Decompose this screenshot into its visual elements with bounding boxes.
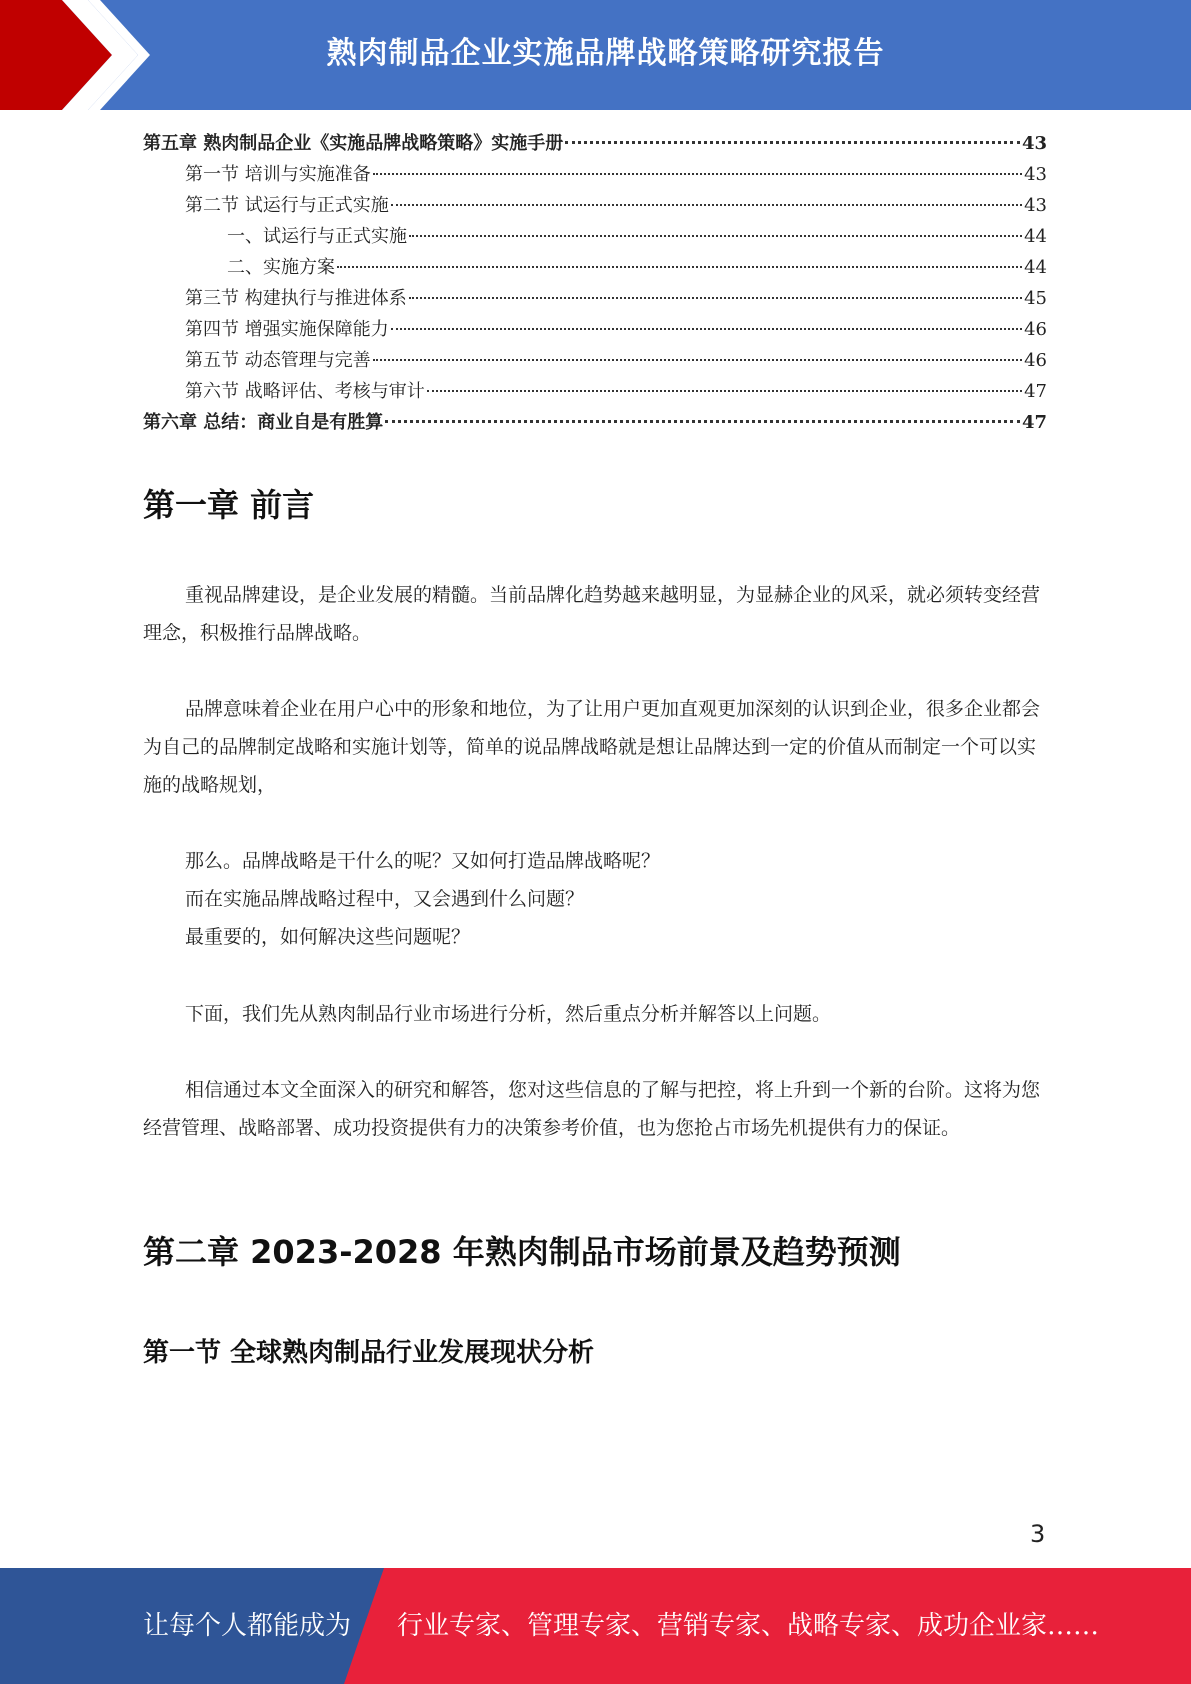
toc-entry-text: 二、实施方案 <box>227 257 335 278</box>
page-footer <box>0 1568 1191 1684</box>
toc-entry-page: 43 <box>1024 195 1047 216</box>
section-heading: 第一节 全球熟肉制品行业发展现状分析 <box>143 1338 595 1368</box>
chapter1-paragraph-1: 重视品牌建设，是企业发展的精髓。当前品牌化趋势越来越明显，为显赫企业的风采，就必须转变经营理念，积极推行品牌战略。 <box>143 584 1041 644</box>
toc-entry-page: 46 <box>1024 350 1047 371</box>
chapter1-paragraph-2: 品牌意味着企业在用户心中的形象和地位，为了让用户更加直观更加深刻的认识到企业，很多企业都会为自己的品牌制定战略和实施计划等，简单的说品牌战略就是想让品牌达到一定的价值从而制定一个可以实施的战略规划， <box>143 698 1041 796</box>
toc-leader-dots <box>391 328 1022 330</box>
toc-leader-dots <box>373 173 1022 175</box>
toc-leader-dots <box>373 359 1022 361</box>
question-list <box>185 842 660 956</box>
toc-entry[interactable] <box>143 345 1047 376</box>
toc-entry[interactable] <box>143 314 1047 345</box>
toc-leader-dots <box>391 204 1022 206</box>
toc-entry-page: 44 <box>1024 226 1047 247</box>
report-title: 熟肉制品企业实施品牌战略策略研究报告 <box>326 36 885 71</box>
footer-slogan-left: 让每个人都能成为 <box>143 1611 352 1641</box>
toc-entry[interactable] <box>143 221 1047 252</box>
toc-entry-page: 47 <box>1021 412 1047 433</box>
page-number: 3 <box>1030 1520 1046 1548</box>
toc-entry-page: 45 <box>1024 288 1047 309</box>
toc-entry[interactable] <box>143 252 1047 283</box>
toc-entry[interactable] <box>143 283 1047 314</box>
toc-entry-text: 第六节 战略评估、考核与审计 <box>185 381 425 402</box>
toc-leader-dots <box>565 141 1020 144</box>
chapter1-paragraph-4: 相信通过本文全面深入的研究和解答，您对这些信息的了解与把控，将上升到一个新的台阶。这将为您经营管理、战略部署、成功投资提供有力的决策参考价值，也为您抢占市场先机提供有力的保证。 <box>143 1079 1041 1139</box>
toc-entry-text: 第一节 培训与实施准备 <box>185 164 371 185</box>
toc-entry-text: 第四节 增强实施保障能力 <box>185 319 389 340</box>
page-header <box>0 0 1191 110</box>
toc-leader-dots <box>337 266 1022 268</box>
chapter1-heading: 第一章 前言 <box>143 486 315 524</box>
toc-entry-text: 第六章 总结：商业自是有胜算 <box>143 412 384 433</box>
toc-leader-dots <box>385 420 1020 423</box>
toc-entry-page: 47 <box>1024 381 1047 402</box>
toc-entry[interactable] <box>143 159 1047 190</box>
toc-entry[interactable] <box>143 376 1047 407</box>
toc-entry-text: 第五章 熟肉制品企业《实施品牌战略策略》实施手册 <box>143 133 564 154</box>
toc-entry-text: 第二节 试运行与正式实施 <box>185 195 389 216</box>
toc-leader-dots <box>409 297 1022 299</box>
chapter2-heading: 第二章 2023-2028 年熟肉制品市场前景及趋势预测 <box>143 1233 901 1271</box>
toc-entry-page: 44 <box>1024 257 1047 278</box>
chapter1-paragraph-3: 下面，我们先从熟肉制品行业市场进行分析，然后重点分析并解答以上问题。 <box>185 1003 832 1025</box>
toc-entry-text: 第五节 动态管理与完善 <box>185 350 371 371</box>
toc-entry-text: 第三节 构建执行与推进体系 <box>185 288 407 309</box>
toc-entry-page: 43 <box>1024 164 1047 185</box>
toc-entry[interactable] <box>143 407 1047 438</box>
toc-entry[interactable] <box>143 190 1047 221</box>
toc-leader-dots <box>427 390 1022 392</box>
toc-entry-text: 一、试运行与正式实施 <box>227 226 407 247</box>
toc-leader-dots <box>409 235 1022 237</box>
table-of-contents <box>143 128 1047 438</box>
question-line: 而在实施品牌战略过程中，又会遇到什么问题？ <box>185 888 585 910</box>
toc-entry-page: 46 <box>1024 319 1047 340</box>
question-line: 最重要的，如何解决这些问题呢？ <box>185 926 471 948</box>
question-line: 那么。品牌战略是干什么的呢？又如何打造品牌战略呢？ <box>185 850 661 872</box>
toc-entry-page: 43 <box>1021 133 1047 154</box>
toc-entry[interactable] <box>143 128 1047 159</box>
footer-slogan-right: 行业专家、管理专家、营销专家、战略专家、成功企业家…… <box>397 1611 1100 1641</box>
